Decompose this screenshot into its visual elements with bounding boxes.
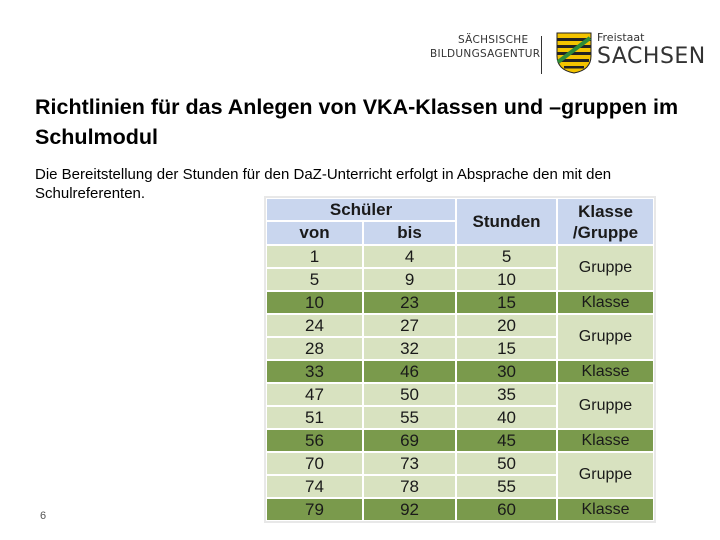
- cell-von: 79: [266, 498, 363, 521]
- cell-stunden: 5: [456, 245, 557, 268]
- state-big-text: SACHSEN: [597, 44, 706, 69]
- cell-stunden: 50: [456, 452, 557, 475]
- allocation-table: [264, 196, 656, 523]
- cell-von: 56: [266, 429, 363, 452]
- cell-von: 74: [266, 475, 363, 498]
- cell-stunden: 15: [456, 337, 557, 360]
- cell-von: 28: [266, 337, 363, 360]
- cell-bis: 92: [363, 498, 456, 521]
- page-number: 6: [40, 510, 47, 522]
- cell-von: 70: [266, 452, 363, 475]
- logo-divider: [541, 36, 542, 74]
- table-row: [266, 360, 654, 383]
- saxony-crest-icon: [556, 32, 592, 74]
- cell-stunden: 60: [456, 498, 557, 521]
- cell-bis: 69: [363, 429, 456, 452]
- cell-bis: 32: [363, 337, 456, 360]
- state-logo-text: [597, 31, 706, 69]
- cell-von: 10: [266, 291, 363, 314]
- cell-bis: 55: [363, 406, 456, 429]
- cell-von: 1: [266, 245, 363, 268]
- slide-title: Richtlinien für das Anlegen von VKA-Klassen und –gruppen im Schulmodul: [35, 95, 679, 149]
- table-row: [266, 383, 654, 406]
- cell-bis: 9: [363, 268, 456, 291]
- table-row: [266, 314, 654, 337]
- cell-bis: 23: [363, 291, 456, 314]
- cell-stunden: 15: [456, 291, 557, 314]
- cell-stunden: 20: [456, 314, 557, 337]
- agency-line-2: BILDUNGSAGENTUR: [430, 48, 541, 60]
- cell-type: Gruppe: [557, 383, 654, 429]
- cell-bis: 27: [363, 314, 456, 337]
- table-row: [266, 498, 654, 521]
- header-bis: bis: [363, 221, 456, 245]
- header-von: von: [266, 221, 363, 245]
- cell-type: Klasse: [557, 429, 654, 452]
- cell-von: 47: [266, 383, 363, 406]
- cell-type: Klasse: [557, 360, 654, 383]
- cell-stunden: 40: [456, 406, 557, 429]
- header-schueler: Schüler: [266, 198, 456, 221]
- table-row: [266, 291, 654, 314]
- cell-bis: 46: [363, 360, 456, 383]
- cell-type: Gruppe: [557, 452, 654, 498]
- table-row: [266, 429, 654, 452]
- cell-type: Klasse: [557, 498, 654, 521]
- cell-von: 5: [266, 268, 363, 291]
- cell-von: 33: [266, 360, 363, 383]
- cell-bis: 78: [363, 475, 456, 498]
- cell-stunden: 35: [456, 383, 557, 406]
- cell-stunden: 55: [456, 475, 557, 498]
- cell-bis: 4: [363, 245, 456, 268]
- cell-stunden: 30: [456, 360, 557, 383]
- cell-stunden: 45: [456, 429, 557, 452]
- header-klasse-gruppe: Klasse /Gruppe: [557, 198, 654, 245]
- cell-stunden: 10: [456, 268, 557, 291]
- cell-von: 24: [266, 314, 363, 337]
- cell-type: Gruppe: [557, 245, 654, 291]
- header-stunden: Stunden: [456, 198, 557, 245]
- cell-bis: 73: [363, 452, 456, 475]
- table-row: [266, 245, 654, 268]
- body-text: Die Bereitstellung der Stunden für den DaZ-Unterricht erfolgt in Absprache den mit den Schulreferenten.: [35, 166, 612, 202]
- table-body: [266, 245, 654, 521]
- agency-line-1: SÄCHSISCHE: [458, 34, 529, 46]
- cell-type: Klasse: [557, 291, 654, 314]
- cell-type: Gruppe: [557, 314, 654, 360]
- agency-logo-text: [430, 33, 541, 61]
- cell-von: 51: [266, 406, 363, 429]
- state-small-text: Freistaat: [597, 31, 645, 44]
- cell-bis: 50: [363, 383, 456, 406]
- table-header-row-1: [266, 198, 654, 221]
- table-row: [266, 452, 654, 475]
